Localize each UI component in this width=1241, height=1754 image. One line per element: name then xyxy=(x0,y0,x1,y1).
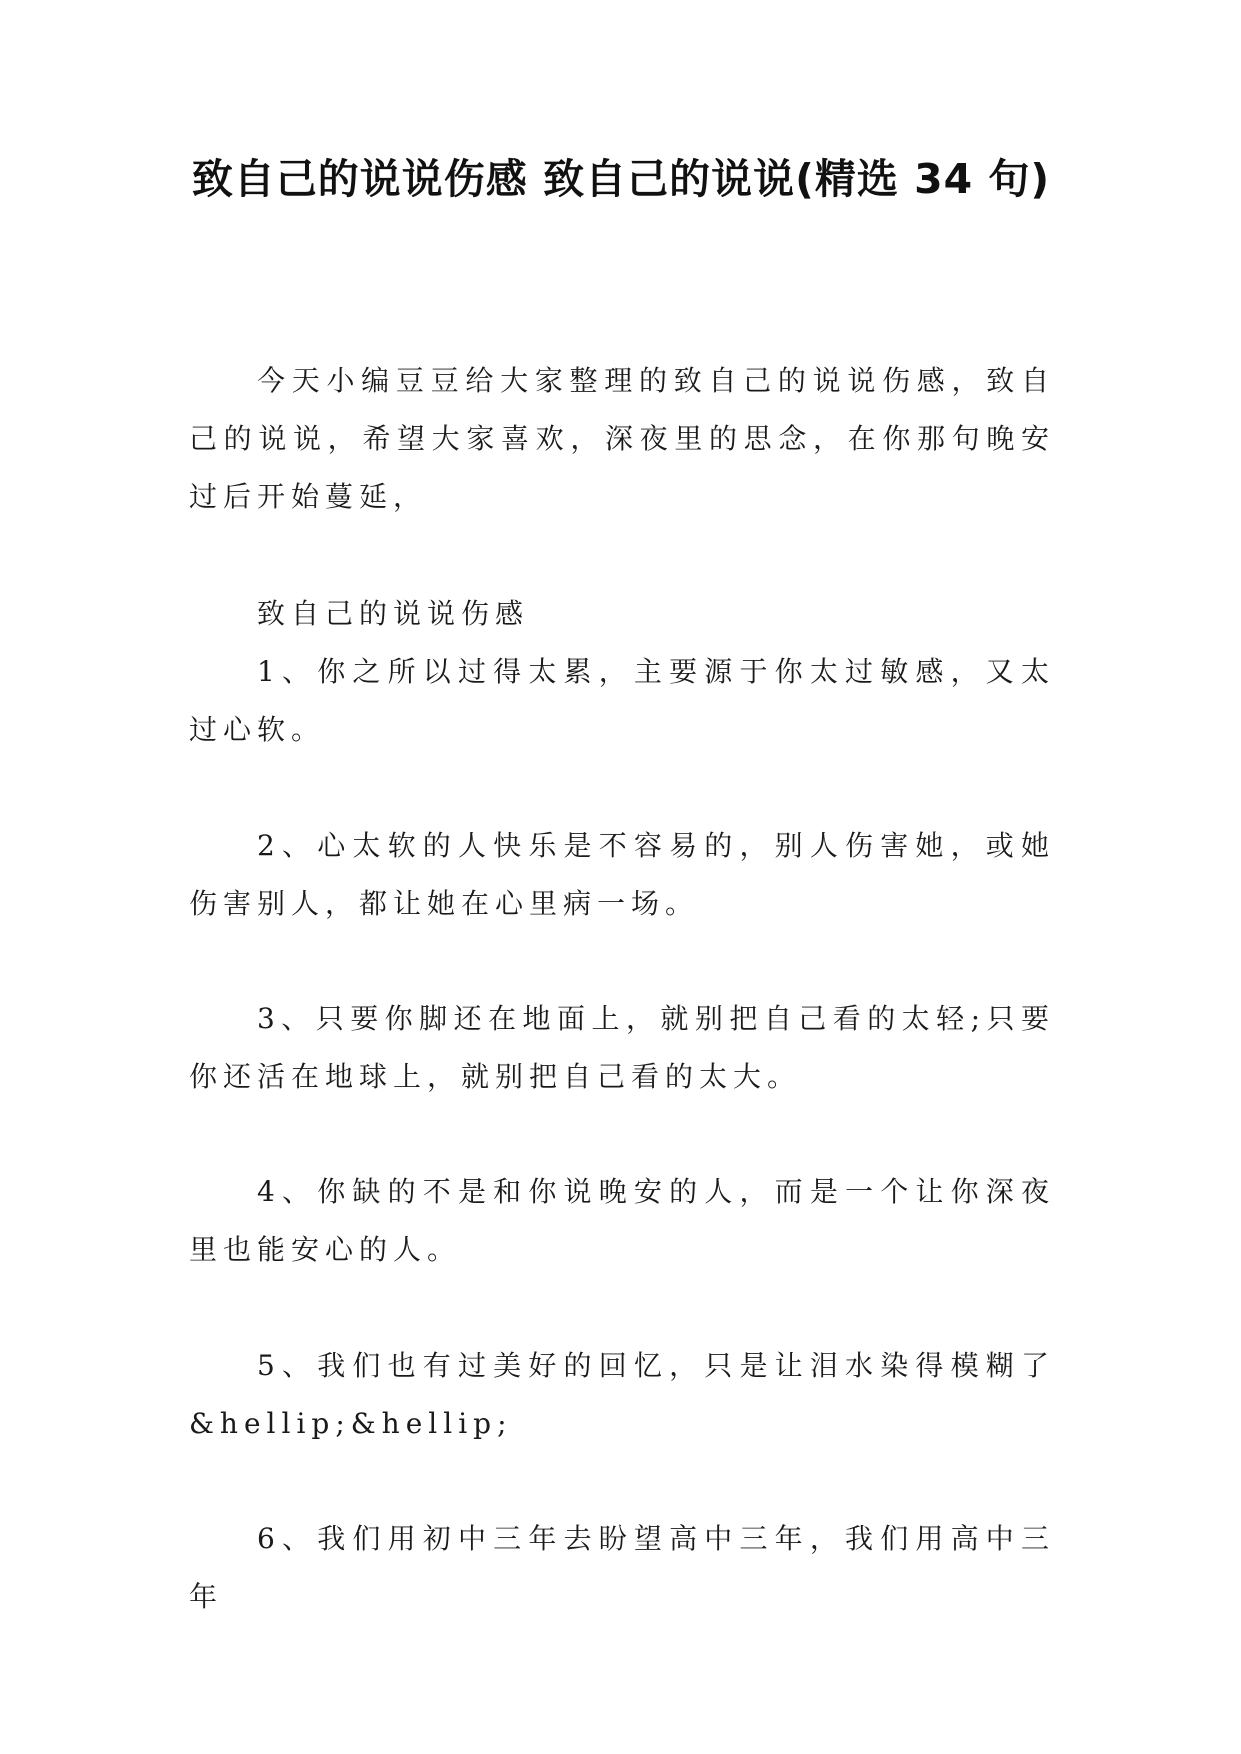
list-item: 5、我们也有过美好的回忆，只是让泪水染得模糊了&hellip;&hellip; xyxy=(189,1349,1055,1440)
list-item: 4、你缺的不是和你说晚安的人，而是一个让你深夜里也能安心的人。 xyxy=(189,1175,1055,1266)
list-item: 2、心太软的人快乐是不容易的，别人伤害她，或她伤害别人，都让她在心里病一场。 xyxy=(189,829,1055,920)
list-item: 3、只要你脚还在地面上，就别把自己看的太轻;只要你还活在地球上，就别把自己看的太大。 xyxy=(189,1002,1055,1093)
document-title: 致自己的说说伤感 致自己的说说(精选 34 句) xyxy=(191,155,1051,203)
intro-paragraph: 今天小编豆豆给大家整理的致自己的说说伤感，致自己的说说，希望大家喜欢，深夜里的思念，在你那句晚安过后开始蔓延， xyxy=(189,364,1055,513)
section-heading: 致自己的说说伤感 xyxy=(257,597,530,630)
list-item: 6、我们用初中三年去盼望高中三年，我们用高中三年 xyxy=(189,1522,1055,1613)
list-item: 1、你之所以过得太累，主要源于你太过敏感，又太过心软。 xyxy=(189,655,1055,746)
